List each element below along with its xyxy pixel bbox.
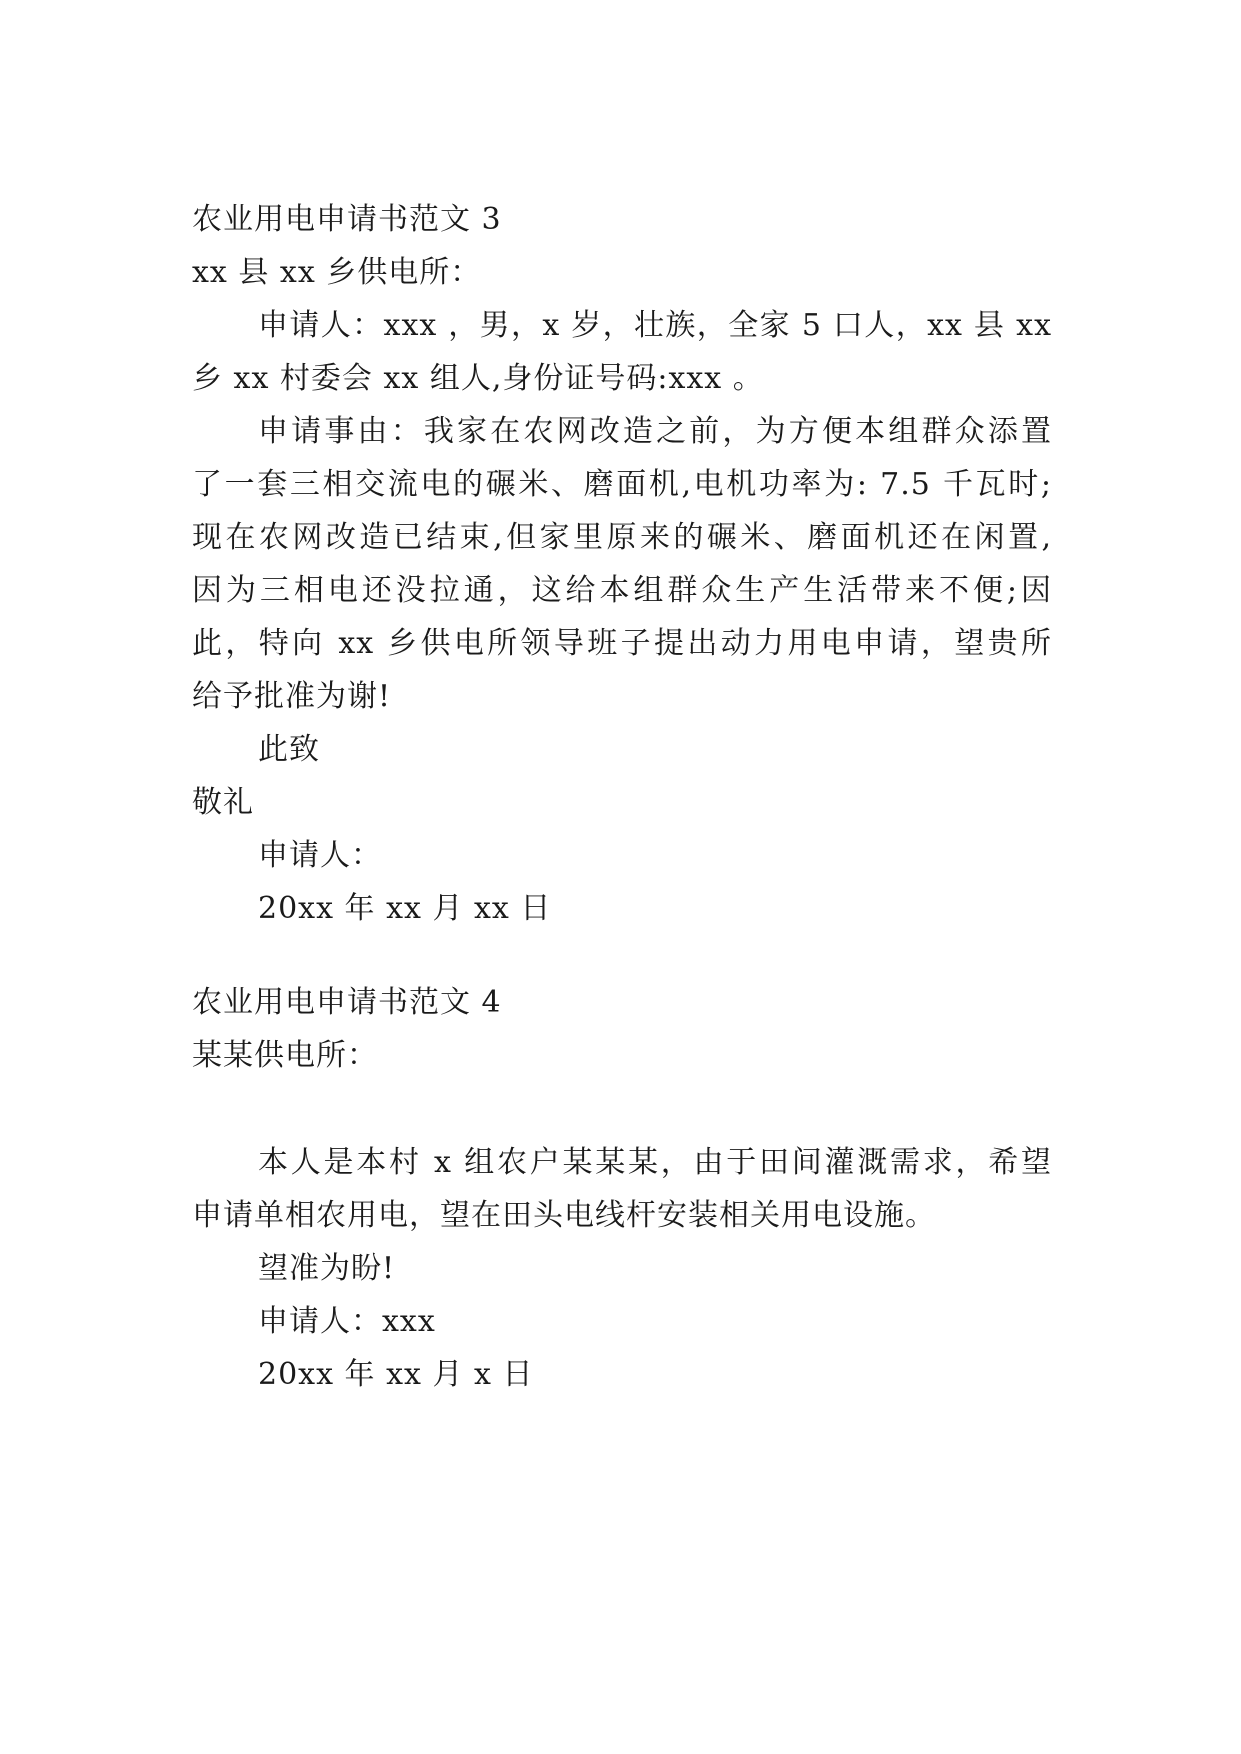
section-3-closing-2: 敬礼 bbox=[192, 785, 254, 820]
section-3-title: 农业用电申请书范文 3 bbox=[192, 202, 502, 237]
section-3-para1-line2: 乡 xx 村委会 xx 组人,身份证号码:xxx 。 bbox=[192, 361, 764, 396]
section-3-signer: 申请人： bbox=[258, 838, 382, 873]
section-3-para2-line3: 现在农网改造已结束,但家里原来的碾米、磨面机还在闲置, bbox=[192, 520, 1052, 555]
section-3-closing-1: 此致 bbox=[258, 732, 320, 767]
section-4-title: 农业用电申请书范文 4 bbox=[192, 985, 502, 1020]
section-3-para2-line1: 申请事由：我家在农网改造之前，为方便本组群众添置 bbox=[258, 414, 1052, 449]
section-4-salutation: 某某供电所： bbox=[192, 1038, 378, 1073]
section-3-para2-line6: 给予批准为谢! bbox=[192, 679, 392, 714]
section-3-para2-line5: 此，特向 xx 乡供电所领导班子提出动力用电申请，望贵所 bbox=[192, 626, 1052, 661]
section-3-para1-line1: 申请人：xxx ，男，x 岁，壮族，全家 5 口人，xx 县 xx bbox=[258, 308, 1052, 343]
section-4-signer: 申请人：xxx bbox=[258, 1304, 436, 1339]
section-3-salutation: xx 县 xx 乡供电所： bbox=[192, 255, 482, 290]
section-3-date: 20xx 年 xx 月 xx 日 bbox=[258, 891, 552, 926]
section-4-date: 20xx 年 xx 月 x 日 bbox=[258, 1357, 534, 1392]
section-3-para2-line4: 因为三相电还没拉通，这给本组群众生产生活带来不便;因 bbox=[192, 573, 1052, 608]
section-4-para1-line2: 申请单相农用电，望在田头电线杆安装相关用电设施。 bbox=[192, 1198, 936, 1233]
section-4-para1-line1: 本人是本村 x 组农户某某某，由于田间灌溉需求，希望 bbox=[258, 1145, 1052, 1180]
section-3-para2-line2: 了一套三相交流电的碾米、磨面机,电机功率为: 7.5 千瓦时; bbox=[192, 467, 1052, 502]
section-4-closing: 望准为盼! bbox=[258, 1251, 396, 1286]
